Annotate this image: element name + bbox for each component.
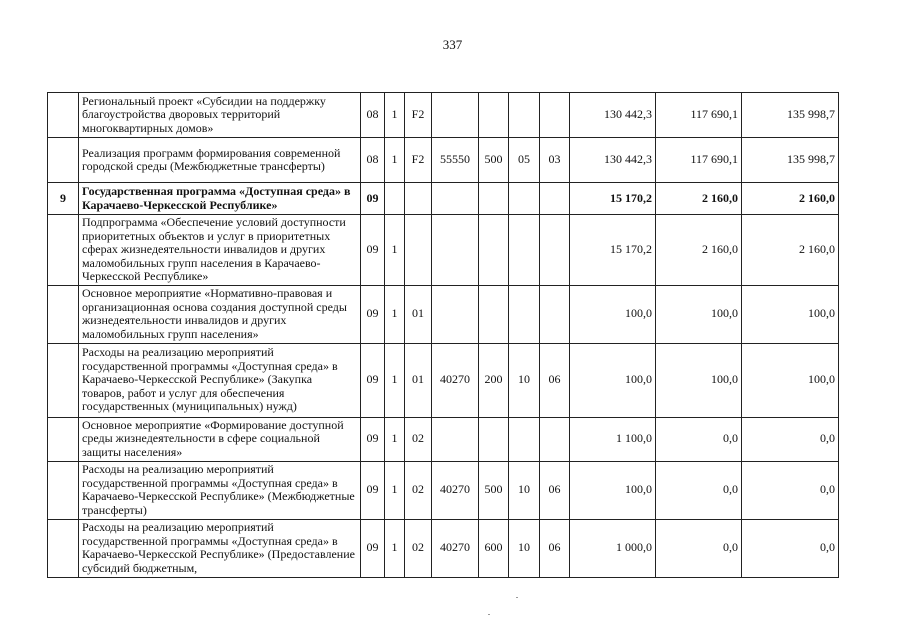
row-number: 9 <box>48 183 79 215</box>
value-year-1: 15 170,2 <box>570 215 656 286</box>
table-row <box>48 93 839 138</box>
code-subprogram: 1 <box>385 519 405 577</box>
code-expense-type <box>479 183 509 215</box>
code-subsection: 06 <box>540 519 570 577</box>
table-row <box>48 417 839 461</box>
code-measure <box>405 183 432 215</box>
code-program: 09 <box>361 215 385 286</box>
value-year-3: 2 160,0 <box>742 215 839 286</box>
code-direction <box>432 417 479 461</box>
code-section: 10 <box>509 343 540 417</box>
row-number <box>48 417 79 461</box>
code-subsection <box>540 183 570 215</box>
value-year-3: 0,0 <box>742 519 839 577</box>
row-name: Основное мероприятие «Формирование доступной среды жизнедеятельности в сфере социальной защиты населения» <box>79 417 361 461</box>
row-number <box>48 519 79 577</box>
code-expense-type: 500 <box>479 138 509 183</box>
value-year-2: 117 690,1 <box>656 138 742 183</box>
code-program: 09 <box>361 343 385 417</box>
code-section: 05 <box>509 138 540 183</box>
code-measure <box>405 215 432 286</box>
code-subprogram: 1 <box>385 417 405 461</box>
code-measure: 02 <box>405 519 432 577</box>
row-number <box>48 343 79 417</box>
row-number <box>48 138 79 183</box>
row-name: Расходы на реализацию мероприятий государственной программы «Доступная среда» в Карачаево-Черкесской Республике» (Межбюджетные трансферты) <box>79 461 361 519</box>
code-direction <box>432 93 479 138</box>
row-number <box>48 285 79 343</box>
table-row <box>48 343 839 417</box>
code-direction: 40270 <box>432 519 479 577</box>
code-subprogram: 1 <box>385 343 405 417</box>
value-year-2: 100,0 <box>656 343 742 417</box>
table-row <box>48 183 839 215</box>
value-year-3: 0,0 <box>742 461 839 519</box>
row-number <box>48 461 79 519</box>
value-year-1: 130 442,3 <box>570 93 656 138</box>
code-measure: 01 <box>405 343 432 417</box>
code-program: 09 <box>361 461 385 519</box>
value-year-3: 100,0 <box>742 343 839 417</box>
page-number: 337 <box>442 37 463 52</box>
value-year-3: 135 998,7 <box>742 138 839 183</box>
code-direction <box>432 285 479 343</box>
code-measure: 02 <box>405 417 432 461</box>
table-row <box>48 215 839 286</box>
code-section <box>509 215 540 286</box>
value-year-3: 100,0 <box>742 285 839 343</box>
code-program: 09 <box>361 417 385 461</box>
table-row <box>48 519 839 577</box>
code-subprogram: 1 <box>385 138 405 183</box>
code-subsection <box>540 285 570 343</box>
code-subsection: 06 <box>540 461 570 519</box>
row-name: Государственная программа «Доступная среда» в Карачаево-Черкесской Республике» <box>79 183 361 215</box>
code-program: 09 <box>361 519 385 577</box>
value-year-1: 100,0 <box>570 461 656 519</box>
value-year-3: 2 160,0 <box>742 183 839 215</box>
value-year-1: 15 170,2 <box>570 183 656 215</box>
value-year-1: 100,0 <box>570 285 656 343</box>
code-expense-type: 500 <box>479 461 509 519</box>
code-section <box>509 183 540 215</box>
code-subsection: 03 <box>540 138 570 183</box>
row-name: Расходы на реализацию мероприятий государственной программы «Доступная среда» в Карачаево-Черкесской Республике» (Закупка товаров, работ и услуг для обеспечения государственных (муниципальных) нужд) <box>79 343 361 417</box>
code-direction: 55550 <box>432 138 479 183</box>
row-number <box>48 93 79 138</box>
code-program: 09 <box>361 285 385 343</box>
code-subprogram: 1 <box>385 215 405 286</box>
code-expense-type <box>479 417 509 461</box>
code-measure: 01 <box>405 285 432 343</box>
value-year-1: 130 442,3 <box>570 138 656 183</box>
scan-speck <box>516 597 518 598</box>
table-row <box>48 285 839 343</box>
code-section <box>509 417 540 461</box>
code-direction <box>432 215 479 286</box>
code-measure: F2 <box>405 138 432 183</box>
code-subsection <box>540 417 570 461</box>
code-program: 09 <box>361 183 385 215</box>
row-name: Реализация программ формирования современной городской среды (Межбюджетные трансферты) <box>79 138 361 183</box>
code-expense-type: 200 <box>479 343 509 417</box>
value-year-3: 0,0 <box>742 417 839 461</box>
code-section <box>509 285 540 343</box>
code-direction: 40270 <box>432 461 479 519</box>
row-number <box>48 215 79 286</box>
code-expense-type <box>479 285 509 343</box>
value-year-1: 1 100,0 <box>570 417 656 461</box>
code-measure: 02 <box>405 461 432 519</box>
code-program: 08 <box>361 93 385 138</box>
table-row <box>48 138 839 183</box>
code-subprogram: 1 <box>385 93 405 138</box>
row-name: Региональный проект «Субсидии на поддержку благоустройства дворовых территорий многоквартирных домов» <box>79 93 361 138</box>
value-year-1: 100,0 <box>570 343 656 417</box>
value-year-1: 1 000,0 <box>570 519 656 577</box>
value-year-3: 135 998,7 <box>742 93 839 138</box>
value-year-2: 117 690,1 <box>656 93 742 138</box>
code-section <box>509 93 540 138</box>
code-expense-type <box>479 215 509 286</box>
table-row <box>48 461 839 519</box>
row-name: Основное мероприятие «Нормативно-правовая и организационная основа создания доступной среды жизнедеятельности инвалидов и других маломобильных групп населения» <box>79 285 361 343</box>
code-program: 08 <box>361 138 385 183</box>
value-year-2: 0,0 <box>656 461 742 519</box>
code-subprogram <box>385 183 405 215</box>
code-section: 10 <box>509 461 540 519</box>
code-subprogram: 1 <box>385 461 405 519</box>
value-year-2: 100,0 <box>656 285 742 343</box>
code-direction: 40270 <box>432 343 479 417</box>
value-year-2: 0,0 <box>656 519 742 577</box>
row-name: Расходы на реализацию мероприятий государственной программы «Доступная среда» в Карачаево-Черкесской Республике» (Предоставление субсидий бюджетным, <box>79 519 361 577</box>
value-year-2: 0,0 <box>656 417 742 461</box>
code-subsection <box>540 93 570 138</box>
code-direction <box>432 183 479 215</box>
code-expense-type <box>479 93 509 138</box>
scan-speck <box>488 614 490 615</box>
code-subprogram: 1 <box>385 285 405 343</box>
code-expense-type: 600 <box>479 519 509 577</box>
value-year-2: 2 160,0 <box>656 215 742 286</box>
row-name: Подпрограмма «Обеспечение условий доступности приоритетных объектов и услуг в приоритетных сферах жизнедеятельности инвалидов и других маломобильных групп населения в Карачаево-Черкесской Республике» <box>79 215 361 286</box>
budget-table <box>47 92 839 578</box>
code-section: 10 <box>509 519 540 577</box>
code-subsection <box>540 215 570 286</box>
code-measure: F2 <box>405 93 432 138</box>
code-subsection: 06 <box>540 343 570 417</box>
value-year-2: 2 160,0 <box>656 183 742 215</box>
